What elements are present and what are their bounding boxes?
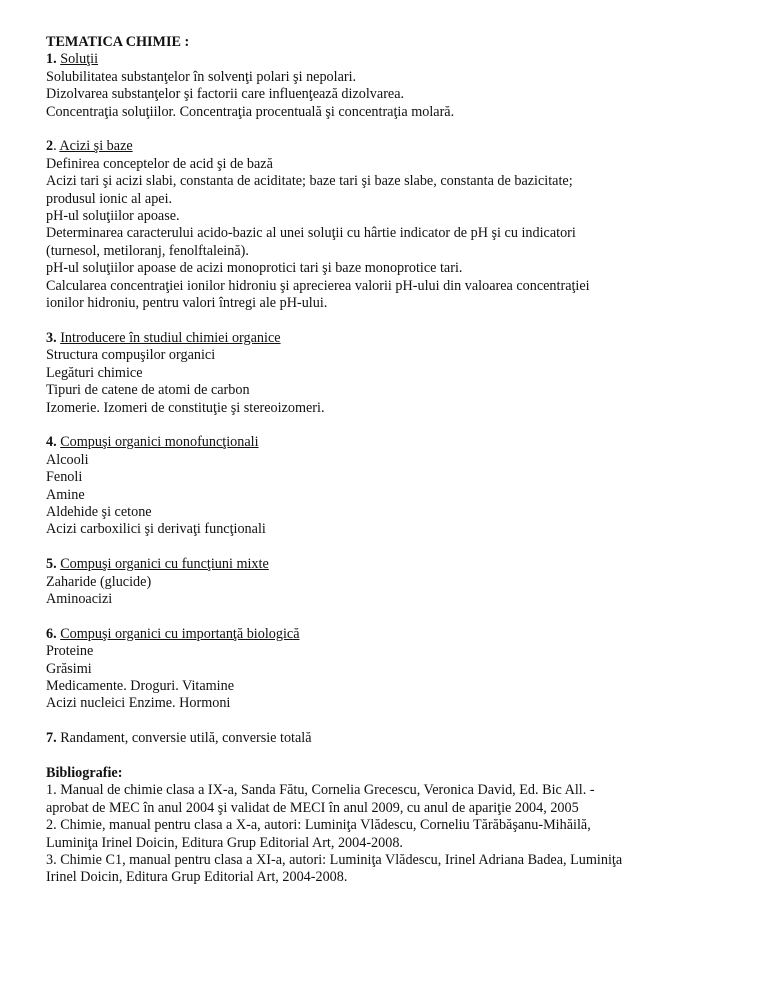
section-line: pH-ul soluţiilor apoase. bbox=[46, 208, 180, 225]
bibliography-line: Irinel Doicin, Editura Grup Editorial Art, 2004-2008. bbox=[46, 869, 348, 886]
spacer bbox=[46, 539, 726, 556]
section-line: Determinarea caracterului acido-bazic al unei soluţii cu hârtie indicator de pH şi cu indicatori bbox=[46, 225, 576, 242]
section-line: Zaharide (glucide) bbox=[46, 573, 152, 590]
section-line: Tipuri de catene de atomi de carbon bbox=[46, 382, 250, 399]
section-heading-line bbox=[46, 556, 726, 573]
section-line: Solubilitatea substanţelor în solvenţi polari şi nepolari. bbox=[46, 68, 357, 85]
section-line: Proteine bbox=[46, 643, 94, 660]
section-line: pH-ul soluţiilor apoase de acizi monoprotici tari şi baze monoprotice tari. bbox=[46, 260, 463, 277]
spacer bbox=[46, 608, 726, 625]
bibliography-title: Bibliografie: bbox=[46, 764, 123, 781]
section-heading: Acizi şi baze bbox=[59, 138, 133, 155]
section-7-text: Randament, conversie utilă, conversie totală bbox=[56, 730, 312, 747]
section-heading: Compuşi organici cu importanţă biologică bbox=[60, 625, 300, 642]
section-heading: Soluţii bbox=[60, 51, 99, 68]
section-number: 6. bbox=[46, 625, 57, 642]
section-heading: Compuşi organici monofuncţionali bbox=[60, 434, 259, 451]
section-line: (turnesol, metiloranj, fenolftaleină). bbox=[46, 242, 249, 259]
section-number: 3. bbox=[46, 329, 57, 346]
section-separator: . bbox=[53, 138, 60, 155]
section-line: Definirea conceptelor de acid şi de bază bbox=[46, 155, 273, 172]
bibliography-line: aprobat de MEC în anul 2004 şi validat de MECI în anul 2009, cu anul de apariţie 2004, 2005 bbox=[46, 799, 579, 816]
spacer bbox=[46, 121, 726, 138]
section-line: Medicamente. Droguri. Vitamine bbox=[46, 677, 234, 694]
section-line: Structura compuşilor organici bbox=[46, 347, 216, 364]
section-line: Amine bbox=[46, 486, 85, 503]
section-line: ionilor hidroniu, pentru valori întregi ale pH-ului. bbox=[46, 295, 328, 312]
section-line: Acizi tari şi acizi slabi, constanta de aciditate; baze tari şi baze slabe, constanta de bazicitate; bbox=[46, 173, 573, 190]
section-line: Aminoacizi bbox=[46, 590, 113, 607]
section-line: Alcooli bbox=[46, 451, 89, 468]
section-number: 2 bbox=[46, 138, 54, 155]
section-heading-line bbox=[46, 434, 726, 451]
spacer bbox=[46, 713, 726, 730]
spacer bbox=[46, 417, 726, 434]
section-line: Calcularea concentraţiei ionilor hidroniu şi aprecierea valorii pH-ului din valoarea concentraţiei bbox=[46, 277, 590, 294]
section-7 bbox=[46, 730, 726, 747]
bibliography-line: 2. Chimie, manual pentru clasa a X-a, autori: Luminiţa Vlădescu, Corneliu Tărăbăşanu-Mihăilă, bbox=[46, 817, 591, 834]
section-7-number: 7. bbox=[46, 730, 57, 747]
section-line: Dizolvarea substanţelor şi factorii care influenţează dizolvarea. bbox=[46, 86, 405, 103]
section-heading: Introducere în studiul chimiei organice bbox=[60, 329, 281, 346]
bibliography-line: 3. Chimie C1, manual pentru clasa a XI-a, autori: Luminiţa Vlădescu, Irinel Adriana Badea, Luminiţa bbox=[46, 851, 623, 868]
bibliography-line: Luminiţa Irinel Doicin, Editura Grup Editorial Art, 2004-2008. bbox=[46, 834, 403, 851]
section-heading-line bbox=[46, 138, 726, 155]
section-line: Aldehide şi cetone bbox=[46, 503, 152, 520]
section-line: Grăsimi bbox=[46, 660, 92, 677]
section-heading-line bbox=[46, 626, 726, 643]
section-number: 4. bbox=[46, 434, 57, 451]
section-heading: Compuşi organici cu funcţiuni mixte bbox=[60, 556, 269, 573]
section-heading-line bbox=[46, 51, 726, 68]
section-line: produsul ionic al apei. bbox=[46, 190, 173, 207]
document-page bbox=[46, 34, 726, 887]
section-heading-line bbox=[46, 330, 726, 347]
document-title: TEMATICA CHIMIE : bbox=[46, 34, 190, 50]
bibliography-list bbox=[46, 782, 726, 886]
bibliography-line: 1. Manual de chimie clasa a IX-a, Sanda Fătu, Cornelia Grecescu, Veronica David, Ed. Bic All. - bbox=[46, 782, 595, 799]
section-line: Concentraţia soluţiilor. Concentraţia procentuală şi concentraţia molară. bbox=[46, 103, 455, 120]
section-line: Fenoli bbox=[46, 469, 83, 486]
spacer bbox=[46, 748, 726, 765]
section-line: Acizi nucleici Enzime. Hormoni bbox=[46, 695, 231, 712]
spacer bbox=[46, 312, 726, 329]
section-number: 1. bbox=[46, 51, 57, 68]
section-line: Acizi carboxilici şi derivaţi funcţionali bbox=[46, 521, 266, 538]
section-line: Legături chimice bbox=[46, 364, 143, 381]
sections-container bbox=[46, 51, 726, 730]
section-line: Izomerie. Izomeri de constituţie şi stereoizomeri. bbox=[46, 399, 325, 416]
section-number: 5. bbox=[46, 556, 57, 573]
